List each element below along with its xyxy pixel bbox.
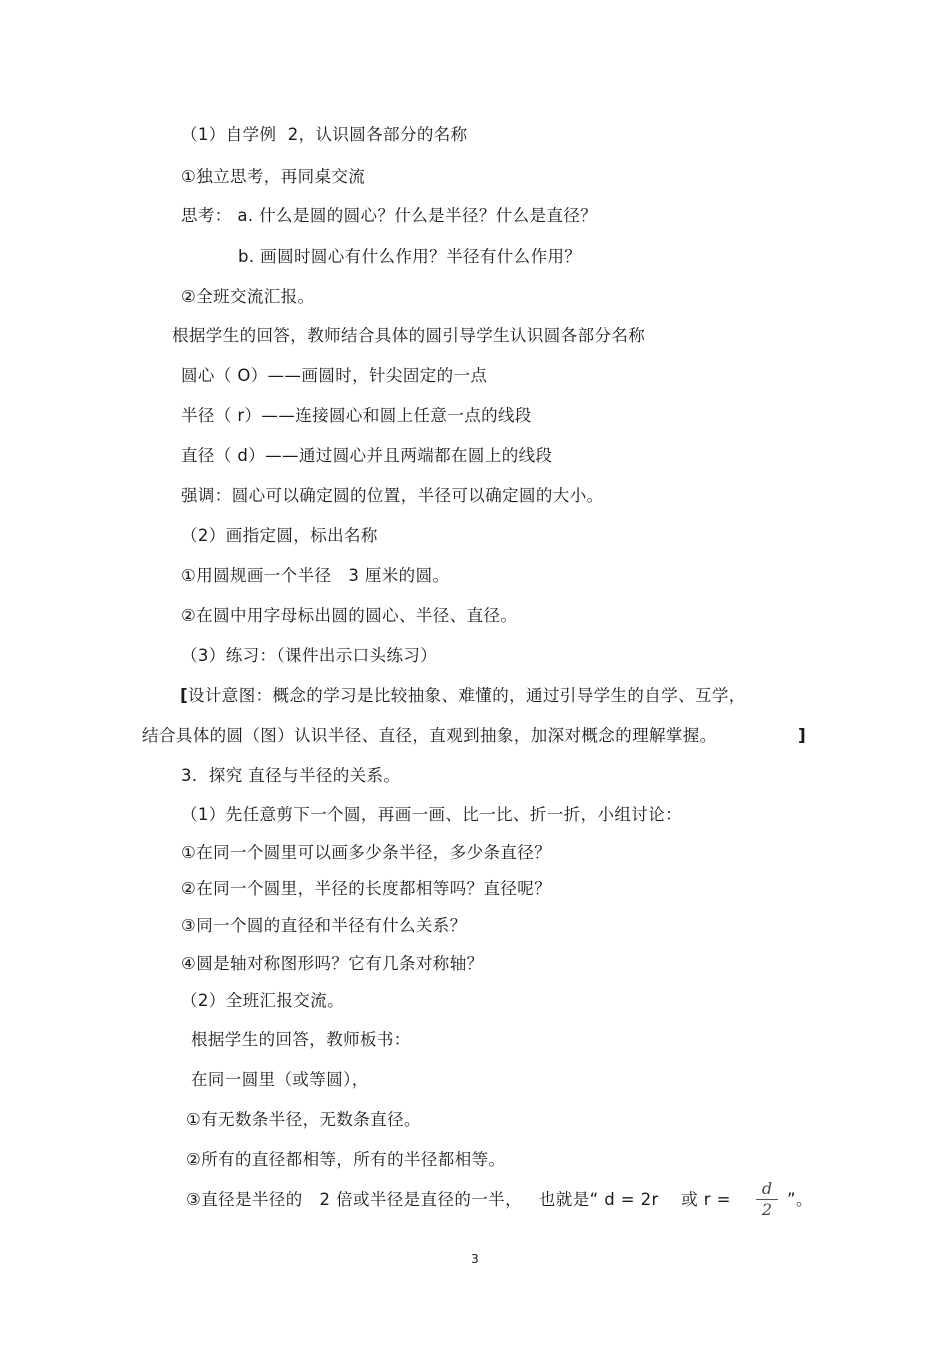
text-line: ①用圆规画一个半径 3 厘米的圆。: [181, 566, 450, 585]
text-line: 在同一圆里（或等圆），: [191, 1070, 369, 1089]
text-line: 圆心（ O）——画圆时，针尖固定的一点: [181, 366, 488, 385]
section-heading: 3．探究 直径与半径的关系。: [181, 766, 401, 785]
design-intent-line-1: 设计意图：概念的学习是比较抽象、难懂的，通过引导学生的自学、互学，: [188, 686, 746, 705]
fraction-d-over-2: [756, 1180, 778, 1219]
bracket-close: ]: [798, 726, 806, 746]
text-line: 直径（ d）——通过圆心并且两端都在圆上的线段: [181, 446, 553, 465]
text-line: ②全班交流汇报。: [181, 287, 315, 306]
fraction-denominator: 2: [761, 1200, 773, 1219]
text-line: ②在圆中用字母标出圆的圆心、半径、直径。: [181, 606, 518, 625]
text-line: ①在同一个圆里可以画多少条半径，多少条直径？: [181, 843, 552, 862]
text-line: ③直径是半径的 2 倍或半径是直径的一半， 也就是“ d = 2r 或 r =: [186, 1190, 731, 1209]
text-line: ④圆是轴对称图形吗？它有几条对称轴？: [181, 954, 484, 973]
text-line: 思考： a. 什么是圆的圆心？什么是半径？什么是直径？: [181, 206, 598, 225]
text-line: （1）自学例 2，认识圆各部分的名称: [181, 125, 468, 144]
text-line: 强调：圆心可以确定圆的位置，半径可以确定圆的大小。: [181, 486, 604, 505]
text-line: b. 画圆时圆心有什么作用？半径有什么作用？: [238, 247, 582, 266]
text-line: ②在同一个圆里，半径的长度都相等吗？直径呢？: [181, 879, 552, 898]
design-intent-line-2: 结合具体的圆（图）认识半径、直径，直观到抽象，加深对概念的理解掌握。: [142, 726, 717, 745]
page-number: 3: [471, 1252, 479, 1266]
text-line: （1）先任意剪下一个圆，再画一画、比一比、折一折，小组讨论：: [181, 805, 682, 824]
text-line: 半径（ r）——连接圆心和圆上任意一点的线段: [181, 406, 532, 425]
text-line: 根据学生的回答，教师板书：: [191, 1030, 411, 1049]
text-line: ①独立思考，再同桌交流: [181, 167, 366, 186]
text-line: （2）全班汇报交流。: [181, 991, 344, 1010]
text-line: ③同一个圆的直径和半径有什么关系？: [181, 916, 467, 935]
text-line: ①有无数条半径，无数条直径。: [186, 1110, 421, 1129]
fraction-numerator: d: [761, 1179, 773, 1198]
text-line: 根据学生的回答，教师结合具体的圆引导学生认识圆各部分名称: [172, 326, 646, 345]
text-line-end: ”。: [787, 1190, 813, 1209]
text-line: （2）画指定圆，标出名称: [181, 526, 378, 545]
text-line: ②所有的直径都相等，所有的半径都相等。: [186, 1150, 506, 1169]
bracket-open: [: [180, 686, 188, 706]
text-line: （3）练习：（课件出示口头练习）: [181, 646, 438, 665]
